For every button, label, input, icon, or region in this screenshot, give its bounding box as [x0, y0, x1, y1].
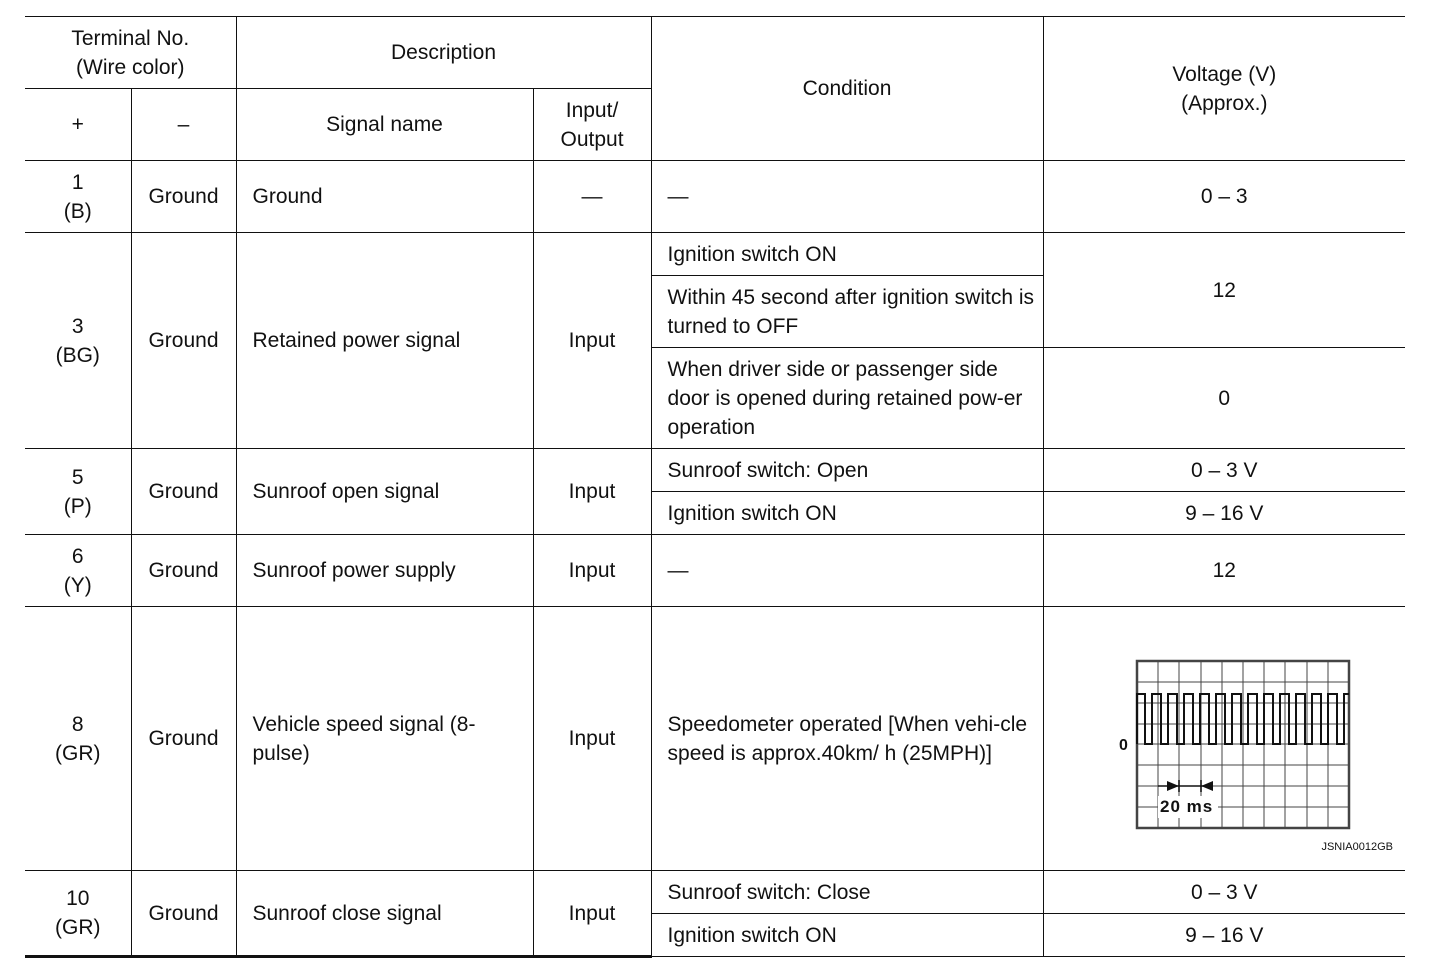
voltage-cell: 12	[1043, 233, 1405, 348]
table-row	[25, 233, 1405, 276]
plus-header: +	[25, 89, 131, 161]
table-row	[25, 607, 1405, 871]
signal-name-cell: Sunroof power supply	[236, 535, 533, 607]
io-cell: Input	[533, 449, 651, 535]
voltage-cell: 9 – 16 V	[1043, 914, 1405, 957]
condition-cell: Within 45 second after ignition switch is turned to OFF	[651, 276, 1043, 348]
voltage-cell: 12	[1043, 535, 1405, 607]
table-row	[25, 161, 1405, 233]
condition-cell: Sunroof switch: Close	[651, 871, 1043, 914]
terminal-number: 1	[71, 170, 84, 194]
signal-name-cell: Vehicle speed signal (8-pulse)	[236, 607, 533, 871]
terminal-cell	[25, 449, 131, 535]
condition-cell: —	[651, 535, 1043, 607]
terminal-cell	[25, 871, 131, 957]
minus-header: –	[131, 89, 236, 161]
input-output-header	[533, 89, 651, 161]
time-scale-marker	[1158, 780, 1213, 792]
terminal-cell	[25, 535, 131, 607]
approx-label: (Approx.)	[1181, 91, 1268, 115]
condition-cell: —	[651, 161, 1043, 233]
condition-cell: Sunroof switch: Open	[651, 449, 1043, 492]
input-output-label-1: Input/	[565, 98, 619, 122]
signal-name-cell: Sunroof close signal	[236, 871, 533, 957]
minus-cell: Ground	[131, 871, 236, 957]
voltage-label: Voltage (V)	[1172, 62, 1277, 86]
description-header: Description	[236, 17, 651, 89]
minus-cell: Ground	[131, 449, 236, 535]
io-cell: Input	[533, 535, 651, 607]
signal-name-cell: Sunroof open signal	[236, 449, 533, 535]
signal-name-header: Signal name	[236, 89, 533, 161]
condition-cell: Ignition switch ON	[651, 233, 1043, 276]
wire-color-label: (Wire color)	[76, 55, 185, 79]
wire-color: (GR)	[55, 916, 101, 939]
io-cell: Input	[533, 607, 651, 871]
terminal-number: 6	[71, 544, 84, 568]
table-row	[25, 535, 1405, 607]
io-cell: Input	[533, 871, 651, 957]
terminal-number: 10	[66, 887, 90, 910]
arrow-right-icon	[1167, 781, 1179, 791]
table-row	[25, 449, 1405, 492]
wire-color: (P)	[63, 494, 92, 518]
io-cell: Input	[533, 233, 651, 449]
condition-cell: When driver side or passenger side door is opened during retained pow-er operation	[651, 348, 1043, 449]
wire-color: (GR)	[55, 741, 101, 765]
condition-header: Condition	[651, 17, 1043, 161]
terminal-cell	[25, 607, 131, 871]
voltage-cell: 0 – 3	[1043, 161, 1405, 233]
condition-cell: Ignition switch ON	[651, 914, 1043, 957]
voltage-cell: 9 – 16 V	[1043, 492, 1405, 535]
terminal-number: 3	[71, 314, 84, 338]
arrow-left-icon	[1201, 781, 1213, 791]
voltage-cell: 0	[1043, 348, 1405, 449]
minus-cell: Ground	[131, 233, 236, 449]
voltage-header	[1043, 17, 1405, 161]
terminal-number: 8	[71, 712, 84, 736]
minus-cell: Ground	[131, 535, 236, 607]
table-row	[25, 871, 1405, 914]
waveform-figure	[1044, 608, 1406, 870]
minus-cell: Ground	[131, 161, 236, 233]
condition-cell: Speedometer operated [When vehi-cle speed is approx.40km/ h (25MPH)]	[651, 607, 1043, 871]
terminal-no-label: Terminal No.	[71, 26, 190, 50]
voltage-cell: 0 – 3 V	[1043, 449, 1405, 492]
figure-id-label: JSNIA0012GB	[1320, 840, 1393, 853]
io-cell: —	[533, 161, 651, 233]
waveform-cell	[1043, 607, 1405, 871]
condition-cell: Ignition switch ON	[651, 492, 1043, 535]
terminal-table	[25, 16, 1405, 958]
signal-name-cell: Retained power signal	[236, 233, 533, 449]
terminal-cell	[25, 233, 131, 449]
time-scale-label: 20 ms	[1159, 796, 1213, 816]
terminal-number: 5	[71, 465, 84, 489]
signal-name-cell: Ground	[236, 161, 533, 233]
wire-color: (Y)	[63, 573, 92, 597]
input-output-label-2: Output	[560, 127, 624, 151]
wire-color: (B)	[63, 199, 92, 223]
terminal-cell	[25, 161, 131, 233]
voltage-cell: 0 – 3 V	[1043, 871, 1405, 914]
terminal-no-header	[25, 17, 236, 89]
zero-level-label: 0	[1118, 736, 1128, 754]
oscilloscope-waveform	[1104, 658, 1394, 858]
wire-color: (BG)	[55, 343, 100, 367]
minus-cell: Ground	[131, 607, 236, 871]
